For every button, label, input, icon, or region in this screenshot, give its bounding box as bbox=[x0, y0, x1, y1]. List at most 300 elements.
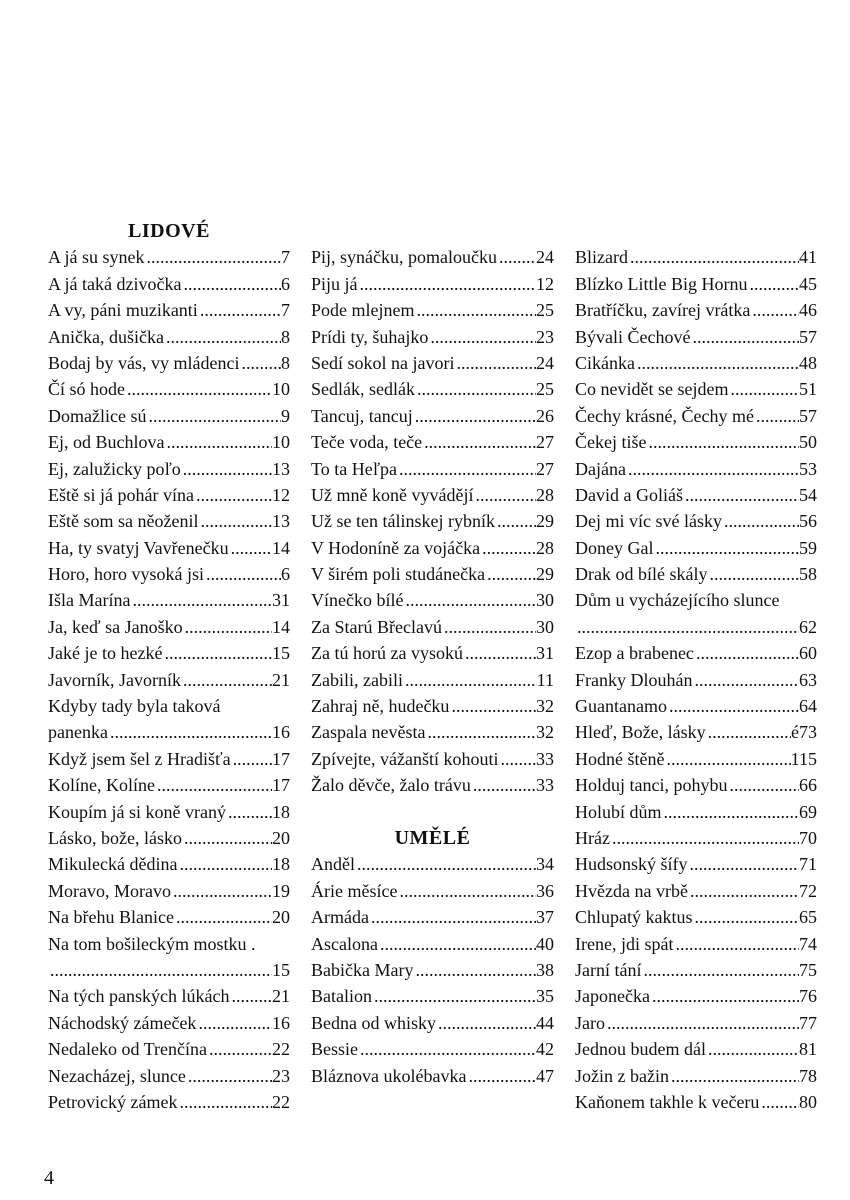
toc-entry-page: 16 bbox=[272, 722, 290, 743]
dot-leader bbox=[183, 614, 272, 640]
toc-entry bbox=[48, 561, 290, 587]
dot-leader bbox=[155, 772, 272, 798]
toc-entry bbox=[48, 667, 290, 693]
dot-leader bbox=[48, 957, 272, 983]
toc-entry bbox=[575, 271, 817, 297]
dot-leader bbox=[358, 1036, 536, 1062]
dot-leader bbox=[706, 1036, 799, 1062]
toc-entry-title: Ha, ty svatyj Vavřenečku bbox=[48, 537, 229, 558]
toc-entry bbox=[575, 825, 817, 851]
toc-entry bbox=[48, 376, 290, 402]
dot-leader bbox=[145, 244, 282, 270]
dot-leader bbox=[177, 1089, 272, 1115]
toc-entry-page: 76 bbox=[799, 986, 817, 1007]
toc-entry-title: Mikulecká dědina bbox=[48, 854, 178, 875]
toc-entry bbox=[575, 244, 817, 270]
toc-entry bbox=[575, 1010, 817, 1036]
toc-entry bbox=[311, 957, 554, 983]
dot-leader bbox=[748, 271, 800, 297]
dot-leader bbox=[497, 244, 536, 270]
toc-entry-title: Na tých panských lúkách bbox=[48, 986, 230, 1007]
toc-entry bbox=[48, 1036, 290, 1062]
dot-leader bbox=[480, 535, 536, 561]
toc-entry bbox=[575, 957, 817, 983]
toc-entry-page: 57 bbox=[799, 405, 817, 426]
toc-entry bbox=[575, 1089, 817, 1115]
dot-leader bbox=[473, 482, 536, 508]
dot-leader bbox=[231, 746, 272, 772]
toc-entry-title: Hráz bbox=[575, 827, 610, 848]
toc-entry bbox=[311, 904, 554, 930]
toc-entry bbox=[48, 957, 290, 983]
toc-entry-title: Holubí dům bbox=[575, 801, 662, 822]
toc-entry-title: Holduj tanci, pohybu bbox=[575, 775, 728, 796]
dot-leader bbox=[635, 350, 799, 376]
toc-entry bbox=[311, 456, 554, 482]
toc-entry bbox=[48, 1063, 290, 1089]
dot-leader bbox=[693, 904, 800, 930]
toc-entry bbox=[575, 429, 817, 455]
dot-leader bbox=[162, 640, 272, 666]
dot-leader bbox=[610, 825, 799, 851]
dot-leader bbox=[164, 429, 272, 455]
toc-entry-title: Eště si já pohár vína bbox=[48, 484, 194, 505]
dot-leader bbox=[575, 614, 799, 640]
toc-entry-title: Co nevidět se sejdem bbox=[575, 379, 729, 400]
toc-list-umele-continued bbox=[575, 244, 817, 1115]
toc-entry-page: 66 bbox=[799, 775, 817, 796]
toc-entry-title: Cikánka bbox=[575, 352, 635, 373]
toc-entry-page: 13 bbox=[272, 458, 290, 479]
toc-entry-page: 10 bbox=[272, 379, 290, 400]
toc-entry-page: 35 bbox=[536, 986, 554, 1007]
toc-entry bbox=[575, 403, 817, 429]
toc-entry-page: 21 bbox=[272, 669, 290, 690]
toc-entry-title: Kaňonem takhle k večeru bbox=[575, 1091, 760, 1112]
toc-entry-page: 15 bbox=[272, 643, 290, 664]
toc-entry-title: Dajána bbox=[575, 458, 626, 479]
toc-entry-title: Babička Mary bbox=[311, 959, 414, 980]
toc-entry-title: Guantanamo bbox=[575, 696, 667, 717]
dot-leader bbox=[641, 957, 799, 983]
dot-leader bbox=[694, 640, 799, 666]
toc-entry-title: Prídi ty, šuhajko bbox=[311, 326, 429, 347]
toc-entry bbox=[311, 1063, 554, 1089]
dot-leader bbox=[750, 297, 799, 323]
toc-entry-page: 25 bbox=[536, 379, 554, 400]
toc-entry-title-line: Dům u vycházejícího slunce bbox=[575, 590, 780, 611]
toc-list-lidove-continued bbox=[311, 244, 554, 798]
toc-entry bbox=[575, 324, 817, 350]
column-left bbox=[48, 218, 290, 1115]
section-heading-umele: UMĚLÉ bbox=[394, 826, 471, 849]
dot-leader bbox=[706, 719, 791, 745]
toc-entry bbox=[48, 429, 290, 455]
toc-entry bbox=[311, 983, 554, 1009]
dot-leader bbox=[728, 376, 799, 402]
toc-entry-title: Jarní tání bbox=[575, 959, 642, 980]
column-middle bbox=[311, 218, 554, 1089]
dot-leader bbox=[653, 535, 799, 561]
dot-leader bbox=[181, 271, 281, 297]
toc-entry-page: 34 bbox=[536, 854, 554, 875]
toc-entry bbox=[311, 508, 554, 534]
dot-leader bbox=[181, 667, 272, 693]
dot-leader bbox=[403, 587, 536, 613]
toc-entry-page: 59 bbox=[799, 537, 817, 558]
toc-entry-page: 53 bbox=[799, 458, 817, 479]
dot-leader bbox=[108, 719, 272, 745]
toc-entry bbox=[575, 1036, 817, 1062]
toc-entry-page: 57 bbox=[799, 326, 817, 347]
dot-leader bbox=[442, 614, 536, 640]
toc-entry-title: Koupím já si koně vraný bbox=[48, 801, 226, 822]
toc-entry-page: 30 bbox=[536, 590, 554, 611]
toc-entry-title: Bedna od whisky bbox=[311, 1012, 436, 1033]
toc-entry-page: 25 bbox=[536, 300, 554, 321]
dot-leader bbox=[471, 772, 536, 798]
toc-entry-page: 33 bbox=[536, 748, 554, 769]
toc-entry-page: 8 bbox=[281, 352, 290, 373]
toc-entry-page: 13 bbox=[272, 511, 290, 532]
toc-entry-title: Bláznova ukolébavka bbox=[311, 1065, 467, 1086]
toc-entry-title: Bodaj by vás, vy mládenci bbox=[48, 352, 240, 373]
toc-entry-title: Drak od bílé skály bbox=[575, 564, 708, 585]
toc-entry-title: Nezacházej, slunce bbox=[48, 1065, 186, 1086]
toc-entry bbox=[575, 297, 817, 323]
dot-leader bbox=[495, 508, 536, 534]
toc-entry bbox=[48, 482, 290, 508]
toc-entry-page: 65 bbox=[799, 907, 817, 928]
toc-entry bbox=[311, 535, 554, 561]
toc-entry-page: 48 bbox=[799, 352, 817, 373]
dot-leader bbox=[498, 746, 536, 772]
toc-entry-page: 37 bbox=[536, 907, 554, 928]
dot-leader bbox=[463, 640, 536, 666]
toc-entry-title: Ja, keď sa Janoško bbox=[48, 616, 183, 637]
toc-entry-title-line: Kdyby tady byla taková bbox=[48, 696, 221, 717]
toc-entry-title: Petrovický zámek bbox=[48, 1091, 178, 1112]
dot-leader bbox=[449, 693, 536, 719]
dot-leader bbox=[413, 957, 536, 983]
toc-entry bbox=[48, 851, 290, 877]
dot-leader bbox=[436, 1010, 536, 1036]
toc-entry-page: 24 bbox=[536, 352, 554, 373]
toc-entry-page: 40 bbox=[536, 933, 554, 954]
toc-entry bbox=[311, 693, 554, 719]
dot-leader bbox=[171, 878, 272, 904]
toc-entry-page: 28 bbox=[536, 484, 554, 505]
toc-entry-page: 50 bbox=[799, 432, 817, 453]
section-gap bbox=[311, 799, 554, 825]
dot-leader bbox=[688, 878, 799, 904]
dot-leader bbox=[181, 456, 272, 482]
toc-entry-page: 23 bbox=[536, 326, 554, 347]
dot-leader bbox=[358, 271, 536, 297]
toc-entry-title: Ezop a brabenec bbox=[575, 643, 694, 664]
toc-entry-title: Pode mlejnem bbox=[311, 300, 415, 321]
toc-entry-title: Hleď, Bože, lásky bbox=[575, 722, 706, 743]
dot-leader bbox=[690, 324, 799, 350]
toc-entry-page: 72 bbox=[799, 880, 817, 901]
toc-entry-page: 80 bbox=[799, 1091, 817, 1112]
column-spacer bbox=[311, 218, 554, 244]
dot-leader bbox=[425, 719, 536, 745]
toc-entry-page: 54 bbox=[799, 484, 817, 505]
toc-entry bbox=[311, 746, 554, 772]
dot-leader bbox=[125, 376, 272, 402]
toc-entry-title: Na břehu Blanice bbox=[48, 907, 174, 928]
toc-entry-title: A já su synek bbox=[48, 247, 145, 268]
toc-entry-title: Za tú horú za vysokú bbox=[311, 643, 463, 664]
dot-leader bbox=[196, 1010, 272, 1036]
toc-entry-title: Už mně koně vyvádějí bbox=[311, 484, 474, 505]
page-number: 4 bbox=[44, 1167, 54, 1189]
toc-entry-page: 32 bbox=[536, 696, 554, 717]
dot-leader bbox=[662, 799, 799, 825]
toc-entry-title: Išla Marína bbox=[48, 590, 131, 611]
toc-entry-page: 77 bbox=[799, 1012, 817, 1033]
toc-entry-title: Když jsem šel z Hradišťa bbox=[48, 748, 231, 769]
toc-entry bbox=[311, 614, 554, 640]
toc-entry-title: Čechy krásné, Čechy mé bbox=[575, 405, 754, 426]
toc-entry bbox=[575, 693, 817, 719]
toc-entry bbox=[48, 587, 290, 613]
toc-entry bbox=[48, 772, 290, 798]
dot-leader bbox=[466, 1063, 536, 1089]
toc-entry bbox=[575, 719, 817, 745]
toc-entry-title: Jožin z bažin bbox=[575, 1065, 669, 1086]
dot-leader bbox=[414, 297, 536, 323]
toc-entry-title: Kolíne, Kolíne bbox=[48, 775, 155, 796]
toc-entry-title: A vy, páni muzikanti bbox=[48, 300, 198, 321]
toc-entry-page: 51 bbox=[799, 379, 817, 400]
toc-entry-page: 78 bbox=[799, 1065, 817, 1086]
toc-entry-page: 56 bbox=[799, 511, 817, 532]
toc-entry-title: Bessie bbox=[311, 1039, 358, 1060]
toc-entry-page: 6 bbox=[281, 564, 290, 585]
toc-entry-page: 12 bbox=[272, 484, 290, 505]
toc-entry-page: 38 bbox=[536, 959, 554, 980]
toc-entry bbox=[311, 772, 554, 798]
toc-entry bbox=[575, 456, 817, 482]
toc-entry-title: Doney Gal bbox=[575, 537, 654, 558]
toc-entry-page: 31 bbox=[536, 643, 554, 664]
toc-entry-title: Čí só hode bbox=[48, 379, 126, 400]
toc-entry-page: 75 bbox=[799, 959, 817, 980]
toc-entry bbox=[311, 482, 554, 508]
toc-entry-page: 14 bbox=[272, 537, 290, 558]
dot-leader bbox=[130, 587, 272, 613]
toc-entry bbox=[311, 561, 554, 587]
toc-entry bbox=[575, 983, 817, 1009]
dot-leader bbox=[413, 403, 536, 429]
toc-entry-page: 71 bbox=[799, 854, 817, 875]
dot-leader bbox=[146, 403, 281, 429]
toc-entry bbox=[311, 640, 554, 666]
toc-entry bbox=[575, 799, 817, 825]
toc-entry-page: 20 bbox=[272, 827, 290, 848]
section-heading-lidove: LIDOVÉ bbox=[128, 220, 210, 242]
dot-leader bbox=[626, 456, 799, 482]
toc-entry-page: 29 bbox=[536, 564, 554, 585]
toc-entry-title: Teče voda, teče bbox=[311, 432, 423, 453]
toc-entry-page: 45 bbox=[799, 273, 817, 294]
toc-entry bbox=[311, 244, 554, 270]
toc-entry bbox=[575, 746, 817, 772]
toc-entry-title: Anička, dušička bbox=[48, 326, 164, 347]
toc-entry-title: Lásko, bože, lásko bbox=[48, 827, 182, 848]
toc-entry-page: é73 bbox=[791, 722, 817, 743]
dot-leader bbox=[669, 1063, 799, 1089]
toc-entry-page: 32 bbox=[536, 722, 554, 743]
dot-leader bbox=[707, 561, 799, 587]
toc-entry-page: 29 bbox=[536, 511, 554, 532]
toc-entry bbox=[311, 1010, 554, 1036]
toc-entry bbox=[575, 878, 817, 904]
toc-entry bbox=[48, 535, 290, 561]
dot-leader bbox=[177, 851, 272, 877]
toc-entry bbox=[575, 640, 817, 666]
dot-leader bbox=[378, 931, 536, 957]
dot-leader bbox=[397, 878, 536, 904]
toc-entry-title: Japonečka bbox=[575, 986, 650, 1007]
dot-leader bbox=[683, 482, 799, 508]
toc-entry bbox=[575, 931, 817, 957]
toc-entry bbox=[575, 772, 817, 798]
toc-entry-title: Zaspala nevěsta bbox=[311, 722, 426, 743]
toc-entry-title: Bratříčku, zavírej vrátka bbox=[575, 300, 751, 321]
toc-entry-page: 22 bbox=[272, 1039, 290, 1060]
toc-entry-title: Jaro bbox=[575, 1012, 605, 1033]
toc-list-lidove bbox=[48, 244, 290, 1115]
toc-entry bbox=[575, 1063, 817, 1089]
toc-entry bbox=[48, 825, 290, 851]
toc-entry bbox=[311, 719, 554, 745]
dot-leader bbox=[688, 851, 799, 877]
toc-entry bbox=[48, 983, 290, 1009]
dot-leader bbox=[204, 561, 281, 587]
toc-entry bbox=[575, 904, 817, 930]
toc-entry-title: Dej mi víc své lásky bbox=[575, 511, 722, 532]
toc-entry-page: 12 bbox=[536, 273, 554, 294]
toc-entry-title: Ej, zalužicky poľo bbox=[48, 458, 181, 479]
dot-leader bbox=[229, 535, 272, 561]
toc-entry bbox=[48, 904, 290, 930]
toc-entry bbox=[575, 350, 817, 376]
toc-entry-page: 64 bbox=[799, 696, 817, 717]
toc-entry-page: 74 bbox=[799, 933, 817, 954]
toc-entry-page: 18 bbox=[272, 801, 290, 822]
toc-entry bbox=[48, 324, 290, 350]
toc-entry-page: 8 bbox=[281, 326, 290, 347]
toc-entry-title: panenka bbox=[48, 722, 108, 743]
toc-entry-title: Zpívejte, vážanští kohouti bbox=[311, 748, 499, 769]
toc-entry-page: 24 bbox=[536, 247, 554, 268]
toc-entry-page: 42 bbox=[536, 1039, 554, 1060]
toc-entry-page: 21 bbox=[272, 986, 290, 1007]
dot-leader bbox=[650, 983, 799, 1009]
dot-leader bbox=[664, 746, 790, 772]
toc-entry-title: V Hodoníně za vojáčka bbox=[311, 537, 481, 558]
toc-entry-title: Horo, horo vysoká jsi bbox=[48, 564, 204, 585]
toc-entry-page: 7 bbox=[281, 300, 290, 321]
toc-entry-page: 27 bbox=[536, 458, 554, 479]
toc-entry-page: 26 bbox=[536, 405, 554, 426]
dot-leader bbox=[229, 983, 272, 1009]
toc-entry bbox=[311, 851, 554, 877]
toc-entry-page: 23 bbox=[272, 1065, 290, 1086]
dot-leader bbox=[397, 456, 536, 482]
dot-leader bbox=[428, 324, 536, 350]
toc-entry-title: Javorník, Javorník bbox=[48, 669, 181, 690]
toc-entry bbox=[48, 244, 290, 270]
toc-entry-title: Piju já bbox=[311, 273, 358, 294]
column-right bbox=[575, 218, 817, 1115]
dot-leader bbox=[198, 297, 281, 323]
toc-entry-page: 47 bbox=[536, 1065, 554, 1086]
dot-leader bbox=[605, 1010, 799, 1036]
toc-entry-page: 28 bbox=[536, 537, 554, 558]
dot-leader bbox=[174, 904, 272, 930]
toc-entry-page: 18 bbox=[272, 854, 290, 875]
toc-entry-title: Sedlák, sedlák bbox=[311, 379, 415, 400]
toc-entry bbox=[48, 1010, 290, 1036]
toc-entry-page: 115 bbox=[790, 748, 817, 769]
toc-entry bbox=[311, 667, 554, 693]
toc-entry-title: Ascalona bbox=[311, 933, 378, 954]
toc-entry-title: Bývali Čechové bbox=[575, 326, 691, 347]
toc-entry-page: 44 bbox=[536, 1012, 554, 1033]
toc-entry-page: 22 bbox=[272, 1091, 290, 1112]
column-spacer bbox=[575, 218, 817, 244]
dot-leader bbox=[754, 403, 799, 429]
toc-entry bbox=[575, 535, 817, 561]
toc-entry-page: 17 bbox=[272, 748, 290, 769]
toc-entry-title: Eště som sa něoženil bbox=[48, 511, 199, 532]
dot-leader bbox=[454, 350, 536, 376]
toc-entry bbox=[575, 851, 817, 877]
dot-leader bbox=[369, 904, 536, 930]
toc-entry-title-line: Na tom bošileckým mostku . bbox=[48, 933, 256, 954]
toc-entry-page: 6 bbox=[281, 273, 290, 294]
toc-entry bbox=[575, 508, 817, 534]
toc-entry-page: 33 bbox=[536, 775, 554, 796]
toc-entry bbox=[575, 482, 817, 508]
toc-entry bbox=[48, 350, 290, 376]
toc-entry bbox=[48, 403, 290, 429]
toc-entry-title: Žalo děvče, žalo trávu bbox=[311, 775, 471, 796]
toc-entry-page: 46 bbox=[799, 300, 817, 321]
toc-entry-title: Tancuj, tancuj bbox=[311, 405, 413, 426]
toc-entry bbox=[311, 429, 554, 455]
toc-entry-title: Batalion bbox=[311, 986, 372, 1007]
toc-entry-page: 70 bbox=[799, 827, 817, 848]
dot-leader bbox=[422, 429, 536, 455]
toc-entry bbox=[311, 1036, 554, 1062]
toc-entry-page: 20 bbox=[272, 907, 290, 928]
toc-entry-title: Chlupatý kaktus bbox=[575, 907, 693, 928]
dot-leader bbox=[239, 350, 281, 376]
toc-entry-page: 58 bbox=[799, 564, 817, 585]
toc-entry bbox=[311, 350, 554, 376]
toc-entry bbox=[575, 667, 817, 693]
toc-entry bbox=[48, 271, 290, 297]
dot-leader bbox=[198, 508, 272, 534]
toc-entry-title: Domažlice sú bbox=[48, 405, 147, 426]
toc-entry-page: 41 bbox=[799, 247, 817, 268]
toc-entry bbox=[311, 403, 554, 429]
